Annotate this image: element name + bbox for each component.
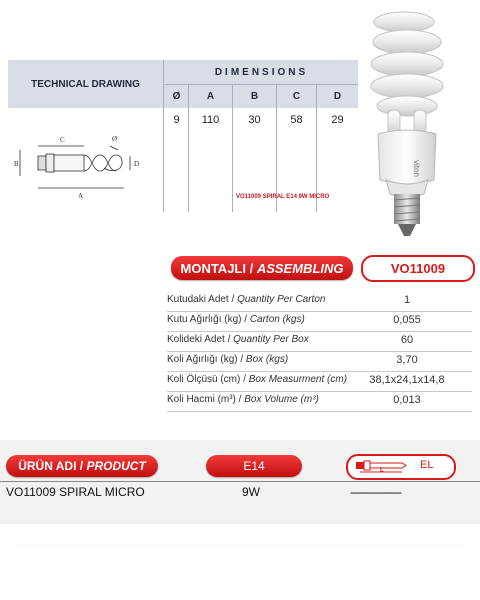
spec-row-quantity-box (167, 331, 472, 352)
spec-label-en: Quantity Per Box (233, 334, 309, 345)
product-divider (0, 481, 480, 482)
spec-label (167, 294, 325, 305)
col-header-c: C (292, 90, 301, 102)
el-label: EL (420, 459, 434, 471)
spec-label-tr: Kutu Ağırlığı (kg) / (167, 314, 250, 325)
product-wattage: 9W (242, 485, 260, 499)
drawing-label-a: A (78, 192, 84, 200)
col-header-phi: Ø (172, 90, 181, 102)
dim-value-d: 29 (331, 114, 344, 126)
spec-label-tr: Koli Hacmi (m³) / (167, 394, 245, 405)
drawing-label-b: B (14, 160, 19, 168)
spec-label-tr: Koli Ağırlığı (kg) / (167, 354, 246, 365)
spec-label-en: Carton (kgs) (249, 314, 305, 325)
spec-value: 1 (403, 294, 411, 306)
lamp-brand-text: viton (412, 160, 421, 177)
spec-label-tr: Kolideki Adet / (167, 334, 234, 345)
spec-value: 3,70 (396, 354, 418, 366)
product-code-badge: VO11009 (361, 255, 475, 282)
assembling-label (171, 256, 353, 280)
spec-label-en: Box Measurment (cm) (248, 374, 348, 385)
el-badge (346, 454, 456, 480)
spec-label (167, 394, 319, 405)
col-header-a: A (206, 90, 215, 102)
product-label-en: PRODUCT (86, 459, 146, 473)
product-name: VO11009 SPIRAL MICRO (6, 485, 145, 499)
product-band (0, 440, 480, 524)
dimensions-title: DIMENSIONS (214, 66, 309, 78)
spec-row-carton-weight (167, 311, 472, 332)
product-label-tr: ÜRÜN ADI / (18, 459, 84, 473)
spec-row-box-measurement (167, 371, 472, 392)
spec-label-en: Box (kgs) (245, 354, 289, 365)
drawing-label-c: C (60, 136, 65, 144)
spec-value: 0,055 (393, 314, 421, 326)
spec-label-en: Quantity Per Carton (237, 294, 326, 305)
spec-label (167, 314, 305, 325)
spec-row-box-volume (167, 391, 472, 412)
col-header-b: B (250, 90, 259, 102)
col-header-d: D (333, 90, 342, 102)
dim-value-c: 58 (290, 114, 303, 126)
spec-value: 60 (400, 334, 414, 346)
product-caption: VO11009 SPIRAL E14 9W MICRO (236, 194, 330, 200)
spec-label-tr: Kutudaki Adet / (167, 294, 238, 305)
dim-value-b: 30 (248, 114, 261, 126)
el-length-label: L (380, 467, 384, 473)
drawing-label-phi: Ø (112, 135, 118, 143)
drawing-label-d: D (134, 160, 140, 168)
dim-value-a: 110 (201, 114, 220, 126)
spec-label (167, 334, 309, 345)
product-el-value: ----------------- (350, 485, 401, 499)
lamp-technical-drawing (12, 128, 162, 208)
spiral-lamp-image (352, 2, 462, 240)
assembling-label-tr: MONTAJLI / (180, 260, 254, 276)
technical-drawing-title: TECHNICAL DRAWING (31, 78, 140, 90)
spec-value: 0,013 (393, 394, 421, 406)
spec-row-box-weight (167, 351, 472, 372)
table-divider (163, 60, 164, 212)
spec-label-tr: Koli Ölçüsü (cm) / (167, 374, 249, 385)
faint-divider (20, 545, 460, 546)
product-label (6, 455, 158, 477)
spec-label-en: Box Volume (m³) (244, 394, 319, 405)
spec-value: 38,1x24,1x14,8 (369, 374, 445, 386)
spec-label (167, 354, 288, 365)
spec-row-quantity-carton (167, 291, 472, 312)
assembling-label-en: ASSEMBLING (256, 260, 344, 276)
socket-badge: E14 (206, 455, 302, 477)
dim-value-phi: 9 (173, 114, 180, 126)
el-lamp-icon (354, 459, 418, 473)
spec-label (167, 374, 347, 385)
